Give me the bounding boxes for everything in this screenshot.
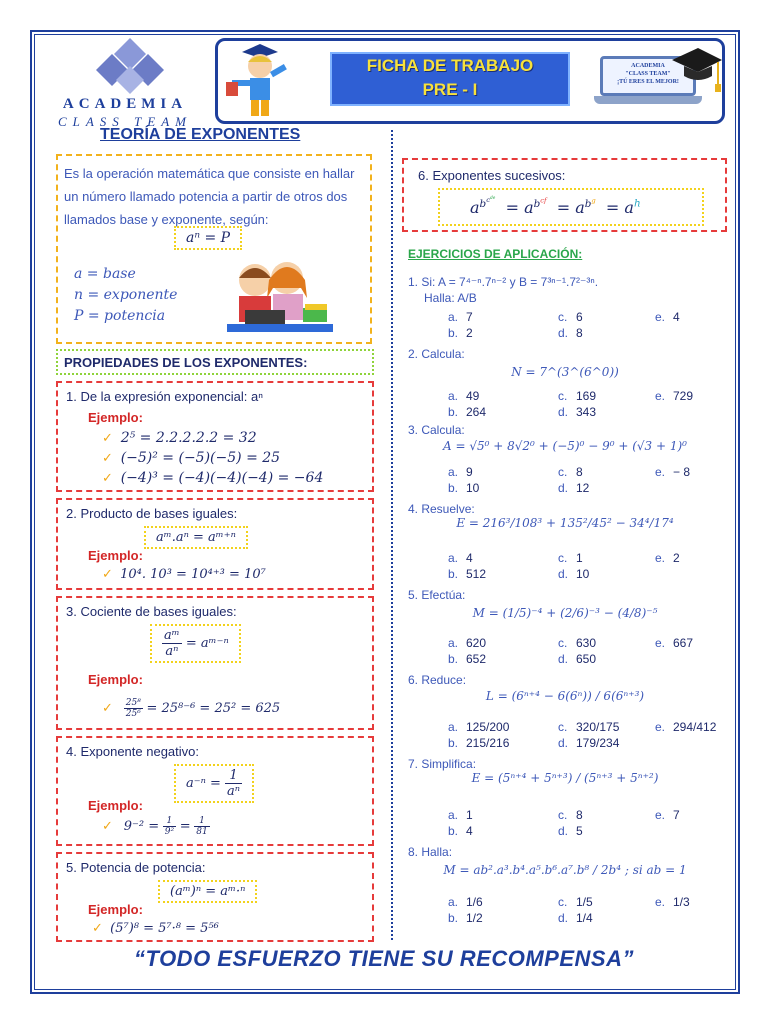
option-letter: d. [558, 736, 569, 750]
property-2-box [56, 498, 374, 590]
option-value: 6 [576, 310, 583, 324]
quotient-denominator: aⁿ [165, 644, 179, 659]
s-c2: c [540, 196, 545, 205]
exercise-8-option-e [655, 895, 690, 909]
option-value: 320/175 [576, 720, 620, 734]
option-value: 4 [466, 551, 473, 565]
property-1-title: 1. De la expresión exponencial: aⁿ [66, 389, 263, 404]
s-a4: a [624, 198, 634, 218]
property-5-example-label: Ejemplo: [88, 902, 143, 917]
option-value: 8 [576, 326, 583, 340]
option-letter: c. [558, 465, 568, 479]
property-2-example-1: 10⁴. 10³ = 10⁴⁺³ = 10⁷ [120, 567, 266, 582]
s-eq3: = [605, 198, 620, 218]
option-letter: a. [448, 720, 459, 734]
def-base: a = base [74, 266, 136, 282]
negative-example-eq: = [179, 818, 191, 834]
option-value: 294/412 [673, 720, 717, 734]
def-potencia: P = potencia [74, 308, 166, 324]
property-3-example-label: Ejemplo: [88, 672, 143, 687]
property-3-box [56, 596, 374, 730]
exercise-3-question: 3. Calcula: [408, 423, 465, 437]
exercise-6-option-c [558, 720, 619, 734]
negative-lhs: a⁻ⁿ = [186, 776, 221, 791]
option-letter: c. [558, 895, 568, 909]
s-b1: b [479, 197, 487, 210]
option-value: 650 [576, 652, 597, 666]
property-4-title: 4. Exponente negativo: [66, 744, 199, 759]
exercise-2-option-a [448, 389, 479, 403]
check-icon: ✓ [102, 470, 113, 485]
check-icon: ✓ [92, 920, 103, 935]
footer-motto: “TODO ESFUERZO TIENE SU RECOMPENSA” [134, 946, 634, 971]
exercise-7-formula: E = (5ⁿ⁺⁴ + 5ⁿ⁺³) / (5ⁿ⁺³ + 5ⁿ⁺²) [471, 771, 659, 785]
formula-power-of-power: (aᵐ)ⁿ = aᵐ·ⁿ [158, 880, 257, 903]
graduation-cap-icon [668, 44, 724, 94]
logo-diamonds-icon [90, 36, 170, 96]
property-5-line-1 [92, 920, 219, 936]
option-value: 12 [576, 481, 590, 495]
property-6-box [402, 158, 727, 232]
property-1-line-1 [102, 429, 257, 446]
property-3-example-1: = 25⁸⁻⁶ = 25² = 625 [146, 700, 281, 716]
option-letter: e. [655, 551, 666, 565]
option-letter: a. [448, 310, 459, 324]
option-letter: d. [558, 326, 569, 340]
option-value: 630 [576, 636, 597, 650]
check-icon: ✓ [102, 817, 113, 833]
student-boy-icon [222, 42, 292, 122]
exercise-3-formula: A = √5⁰ + 8√2⁰ + (−5)⁰ − 9⁰ + (√3 + 1)⁰ [443, 439, 687, 453]
option-letter: c. [558, 310, 568, 324]
exercise-8-question: 8. Halla: [408, 845, 453, 859]
exercise-1-question: 1. Si: A = 7⁴⁻ⁿ.7ⁿ⁻² y B = 7³ⁿ⁻¹.7²⁻³ⁿ. [408, 275, 599, 289]
exercise-2-option-e [655, 389, 693, 403]
option-letter: a. [448, 389, 459, 403]
exercise-4-option-c [558, 551, 583, 565]
example-numerator: 25⁸ [125, 698, 141, 708]
option-value: − 8 [673, 465, 691, 479]
section-title: TEORÍA DE EXPONENTES [100, 126, 301, 143]
exercise-4-formula: E = 216³/108³ + 135²/45² − 34⁴/17⁴ [456, 516, 674, 530]
exercise-1-option-b [448, 326, 473, 340]
option-value: 125/200 [466, 720, 510, 734]
option-letter: d. [558, 405, 569, 419]
property-2-example-label: Ejemplo: [88, 548, 143, 563]
exercise-2-option-d [558, 405, 596, 419]
definition-text: Es la operación matemática que consiste en hallar un número llamado potencia a partir de otros dos llamados base y exponente, según: [64, 166, 355, 227]
exercise-7-option-c [558, 808, 583, 822]
exercise-1-option-a [448, 310, 473, 324]
property-1-line-2 [102, 449, 280, 466]
exercise-2-formula: N = 7^(3^(6^0)) [511, 365, 619, 379]
exercise-6-question: 6. Reduce: [408, 673, 467, 687]
property-4-example-label: Ejemplo: [88, 798, 143, 813]
option-letter: b. [448, 326, 459, 340]
exercise-5-question: 5. Efectúa: [408, 588, 466, 602]
laptop-text-1: ACADEMIA [631, 63, 665, 69]
option-value: 4 [673, 310, 680, 324]
laptop-text-2: "CLASS TEAM" [625, 71, 671, 77]
option-value: 7 [673, 808, 680, 822]
option-letter: e. [655, 808, 666, 822]
exercise-4-option-b [448, 567, 486, 581]
property-4-box [56, 736, 374, 846]
option-letter: d. [558, 824, 569, 838]
title-line-1: FICHA DE TRABAJO [366, 56, 534, 75]
option-letter: e. [655, 636, 666, 650]
exercise-8-formula: M = ab².a³.b⁴.a⁵.b⁶.a⁷.b⁸ / 2b⁴ ; si ab = 1 [443, 863, 687, 877]
negative-example-den-2: 81 [196, 827, 208, 837]
option-value: 1/6 [466, 895, 483, 909]
exercise-4-option-d [558, 567, 589, 581]
option-value: 215/216 [466, 736, 510, 750]
property-6-title: 6. Exponentes sucesivos: [418, 168, 566, 183]
exercise-6-option-d [558, 736, 619, 750]
option-letter: b. [448, 911, 459, 925]
negative-example-num-2: 1 [194, 816, 209, 827]
exercise-8-option-c [558, 895, 593, 909]
exercise-3-option-a [448, 465, 473, 479]
exercise-6-option-a [448, 720, 509, 734]
option-value: 7 [466, 310, 473, 324]
worksheet-title [330, 52, 570, 106]
s-d1: d [489, 196, 493, 201]
exercise-7-question: 7. Simplifica: [408, 757, 477, 771]
option-value: 4 [466, 824, 473, 838]
option-letter: b. [448, 824, 459, 838]
s-eq1: = [505, 198, 519, 218]
option-value: 2 [673, 551, 680, 565]
s-f2: f [544, 196, 547, 205]
property-3-title: 3. Cociente de bases iguales: [66, 604, 237, 619]
option-value: 1/4 [576, 911, 593, 925]
academy-logo [40, 36, 210, 132]
s-e1: e [492, 196, 496, 201]
exercise-1-option-c [558, 310, 583, 324]
option-letter: b. [448, 652, 459, 666]
exercise-2-option-c [558, 389, 596, 403]
def-exponente: n = exponente [74, 287, 178, 303]
option-value: 49 [466, 389, 480, 403]
s-h4: h [633, 197, 641, 210]
exercise-7-option-a [448, 808, 473, 822]
property-2-formula [144, 526, 248, 549]
exercise-5-option-d [558, 652, 596, 666]
option-letter: a. [448, 465, 459, 479]
property-1-example-3: (−4)³ = (−4)(−4)(−4) = −64 [120, 470, 324, 486]
check-icon: ✓ [102, 430, 113, 445]
kids-laptop-illustration [225, 258, 335, 334]
example-denominator: 25⁶ [125, 709, 141, 719]
option-letter: a. [448, 636, 459, 650]
properties-header [56, 349, 374, 375]
property-2-title: 2. Producto de bases iguales: [66, 506, 238, 521]
option-letter: c. [558, 389, 568, 403]
s-c1: c [486, 196, 490, 205]
definitions-list [74, 264, 177, 327]
exercise-6-formula: L = (6ⁿ⁺⁴ − 6(6ⁿ)) / 6(6ⁿ⁺³) [485, 689, 645, 703]
exercise-8-option-b [448, 911, 483, 925]
negative-example-den-1: 9² [164, 827, 175, 837]
option-letter: c. [558, 551, 568, 565]
option-value: 264 [466, 405, 487, 419]
option-letter: c. [558, 808, 568, 822]
option-letter: d. [558, 567, 569, 581]
exercise-3-option-e [655, 465, 690, 479]
option-letter: a. [448, 551, 459, 565]
exercise-7-option-d [558, 824, 583, 838]
exercise-5-option-a [448, 636, 486, 650]
formula-an-p: aⁿ = P [174, 226, 242, 250]
property-5-title: 5. Potencia de potencia: [66, 860, 206, 875]
option-letter: e. [655, 895, 666, 909]
exercise-3-option-b [448, 481, 479, 495]
option-value: 5 [576, 824, 583, 838]
exercise-4-question: 4. Resuelve: [408, 502, 475, 516]
exercise-3-option-d [558, 481, 589, 495]
option-letter: d. [558, 911, 569, 925]
property-6-formula [438, 188, 704, 226]
option-value: 169 [576, 389, 597, 403]
properties-title: PROPIEDADES DE LOS EXPONENTES: [64, 355, 308, 370]
logo-word: ACADEMIA [62, 96, 188, 112]
property-5-box [56, 852, 374, 942]
option-value: 10 [576, 567, 590, 581]
option-letter: e. [655, 389, 666, 403]
laptop-text-3: ¡TÚ ERES EL MEJOR! [617, 79, 679, 85]
option-letter: d. [558, 652, 569, 666]
option-letter: e. [655, 310, 666, 324]
exercise-4-option-e [655, 551, 680, 565]
option-value: 1/5 [576, 895, 593, 909]
exercise-2-question: 2. Calcula: [408, 347, 465, 361]
s-eq2: = [556, 198, 571, 218]
property-1-example-1: 2⁵ = 2.2.2.2.2 = 32 [120, 430, 257, 446]
option-value: 620 [466, 636, 487, 650]
s-b3: b [584, 197, 592, 210]
option-letter: e. [655, 720, 666, 734]
s-a3: a [575, 198, 585, 218]
successive-exponents [470, 196, 641, 217]
negative-example-num-1: 1 [163, 816, 176, 827]
exercise-3-option-c [558, 465, 583, 479]
option-value: 1 [576, 551, 583, 565]
check-icon: ✓ [102, 450, 113, 465]
option-value: 1/2 [466, 911, 483, 925]
exercises-title: EJERCICIOS DE APLICACIÓN: [408, 247, 583, 261]
formula-product: aᵐ.aⁿ = aᵐ⁺ⁿ [144, 526, 248, 549]
exercise-5-option-e [655, 636, 693, 650]
option-letter: a. [448, 808, 459, 822]
exercise-1-subquestion: Halla: A/B [424, 291, 477, 305]
exercise-1-option-d [558, 326, 583, 340]
option-value: 1 [466, 808, 473, 822]
option-letter: c. [558, 636, 568, 650]
exercise-1-option-e [655, 310, 680, 324]
option-letter: b. [448, 405, 459, 419]
check-icon: ✓ [102, 566, 113, 581]
option-letter: b. [448, 481, 459, 495]
exercise-6-option-e [655, 720, 716, 734]
s-a2: a [524, 198, 534, 218]
exercise-7-option-e [655, 808, 680, 822]
property-1-box [56, 381, 374, 492]
quotient-rhs: = aᵐ⁻ⁿ [185, 636, 229, 651]
exercise-5-option-b [448, 652, 486, 666]
option-value: 652 [466, 652, 487, 666]
column-divider [391, 130, 393, 940]
property-5-formula [158, 880, 257, 903]
option-value: 512 [466, 567, 487, 581]
exercise-6-option-b [448, 736, 509, 750]
logo-subtitle: CLASS TEAM [57, 114, 193, 129]
property-4-formula [174, 764, 254, 803]
property-2-line-1 [102, 566, 266, 582]
exercise-8-option-a [448, 895, 483, 909]
exercise-5-option-c [558, 636, 596, 650]
option-letter: b. [448, 567, 459, 581]
option-letter: b. [448, 736, 459, 750]
option-value: 667 [673, 636, 694, 650]
property-1-example-label: Ejemplo: [88, 410, 143, 425]
laptop-base [594, 96, 702, 104]
option-value: 9 [466, 465, 473, 479]
negative-denominator: aⁿ [227, 784, 241, 799]
option-letter: e. [655, 465, 666, 479]
quotient-numerator: aᵐ [164, 628, 180, 643]
option-letter: c. [558, 720, 568, 734]
option-letter: a. [448, 895, 459, 909]
exercise-5-formula: M = (1/5)⁻⁴ + (2/6)⁻³ − (4/8)⁻⁵ [472, 606, 658, 620]
negative-numerator: 1 [225, 768, 242, 784]
property-3-formula [150, 624, 241, 663]
property-1-example-2: (−5)² = (−5)(−5) = 25 [120, 450, 281, 466]
s-g3: g [591, 196, 596, 205]
title-line-2: PRE - I [422, 80, 478, 99]
option-value: 729 [673, 389, 694, 403]
property-3-line-1 [102, 698, 280, 719]
property-4-line-1 [102, 816, 210, 837]
option-value: 179/234 [576, 736, 620, 750]
property-5-example-1: (5⁷)⁸ = 5⁷·⁸ = 5⁵⁶ [110, 921, 219, 936]
option-value: 2 [466, 326, 473, 340]
property-1-line-3 [102, 469, 323, 486]
s-b2: b [533, 197, 541, 210]
s-a1: a [470, 198, 480, 218]
option-value: 8 [576, 808, 583, 822]
exercise-2-option-b [448, 405, 486, 419]
definition-formula [174, 226, 242, 250]
exercise-8-option-d [558, 911, 593, 925]
option-value: 343 [576, 405, 597, 419]
option-value: 10 [466, 481, 480, 495]
exercise-7-option-b [448, 824, 473, 838]
option-value: 1/3 [673, 895, 690, 909]
exercise-4-option-a [448, 551, 473, 565]
check-icon: ✓ [102, 699, 113, 715]
negative-example-lhs: 9⁻² = [123, 818, 160, 834]
option-letter: d. [558, 481, 569, 495]
option-value: 8 [576, 465, 583, 479]
